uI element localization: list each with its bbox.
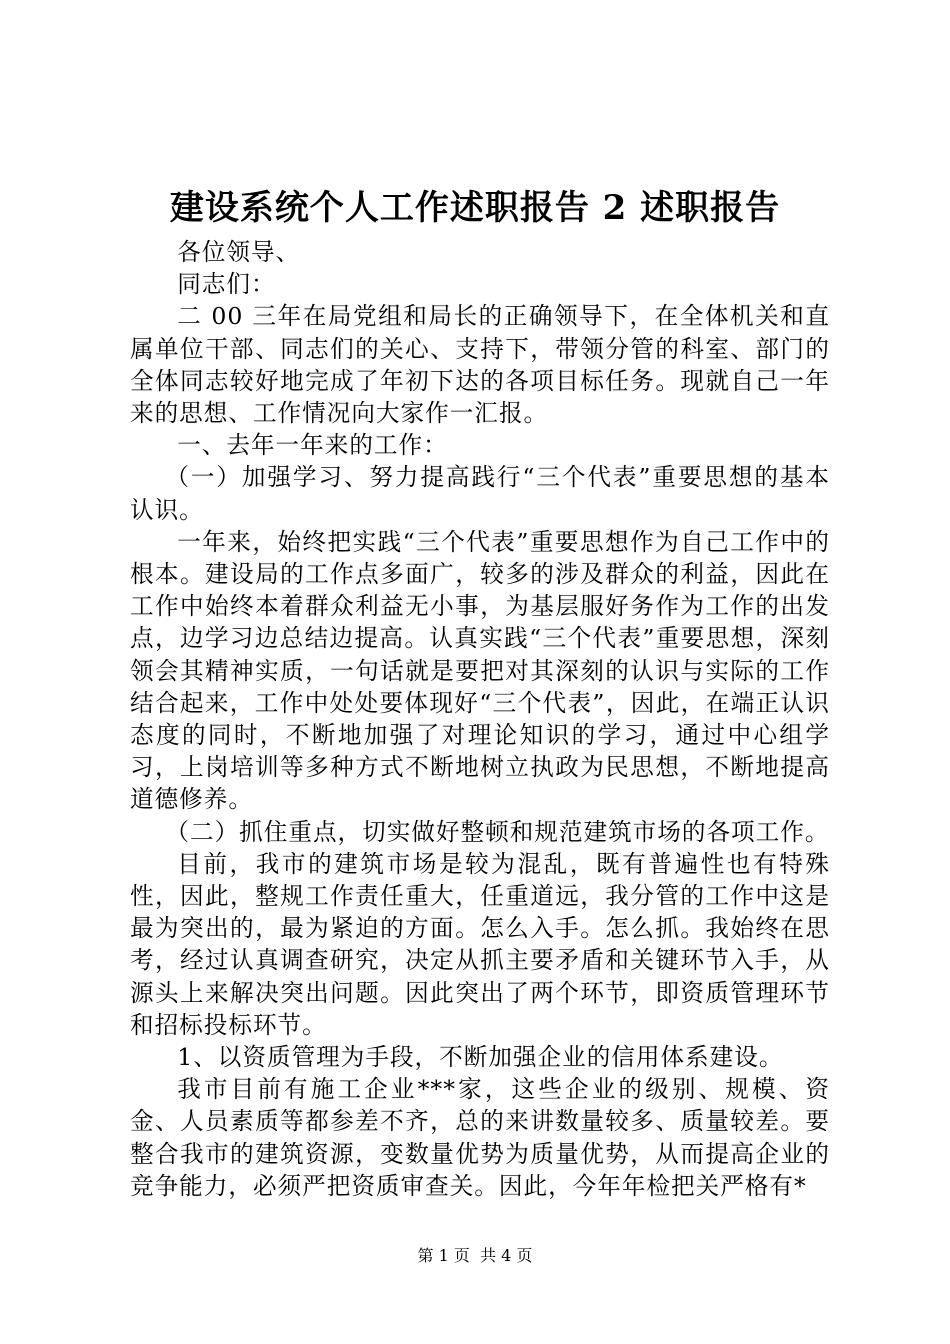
intro-paragraph: 二 00 三年在局党组和局长的正确领导下，在全体机关和直属单位干部、同志们的关心、支持下，带领分管的科室、部门的全体同志较好地完成了年初下达的各项目标任务。现就自己一年来的思想、工作情况向大家作一汇报。 — [130, 302, 830, 428]
salutation-comrades: 同志们： — [177, 270, 276, 299]
subsection-heading-1: （一）加强学习、努力提高践行“三个代表”重要思想的基本认识。 — [130, 463, 830, 524]
salutation-leaders: 各位领导、 — [177, 238, 301, 266]
page-footer: 第 1 页 共 4 页 — [417, 1246, 533, 1265]
document-body — [130, 236, 830, 1202]
numbered-heading-1: 1、以资质管理为手段，不断加强企业的信用体系建设。 — [177, 1043, 784, 1072]
body-paragraph-1: 一年来，始终把实践“三个代表”重要思想作为自己工作中的根本。建设局的工作点多面广，较多的涉及群众的利益，因此在工作中始终本着群众利益无小事，为基层服好务作为工作的出发点，边学习边总结边提高。认真实践“三个代表”重要思想，深刻领会其精神实质，一句话就是要把对其深刻的认识与实际的工作结合起来，工作中处处要体现好“三个代表”，因此，在端正认识态度的同时，不断地加强了对理论知识的学习，通过中心组学习，上岗培训等多种方式不断地树立执政为民思想，不断地提高道德修养。 — [130, 527, 830, 814]
document-title: 建设系统个人工作述职报告 2 述职报告 — [169, 188, 781, 228]
body-paragraph-3: 我市目前有施工企业***家，这些企业的级别、规模、资金、人员素质等都参差不齐，总的来讲数量较多、质量较差。要整合我市的建筑资源，变数量优势为质量优势，从而提高企业的竞争能力，必须严把资质审查关。因此，今年年检把关严格有* — [130, 1075, 830, 1200]
body-paragraph-2: 目前，我市的建筑市场是较为混乱，既有普遍性也有特殊性，因此，整规工作责任重大，任重道远，我分管的工作中这是最为突出的，最为紧迫的方面。怎么入手。怎么抓。我始终在思考，经过认真调查研究，决定从抓主要矛盾和关键环节入手，从源头上来解决突出问题。因此突出了两个环节，即资质管理环节和招标投标环节。 — [130, 849, 830, 1039]
subsection-heading-2: （二）抓住重点，切实做好整顿和规范建筑市场的各项工作。 — [165, 817, 830, 846]
section-heading-1: 一、去年一年来的工作： — [177, 431, 448, 460]
